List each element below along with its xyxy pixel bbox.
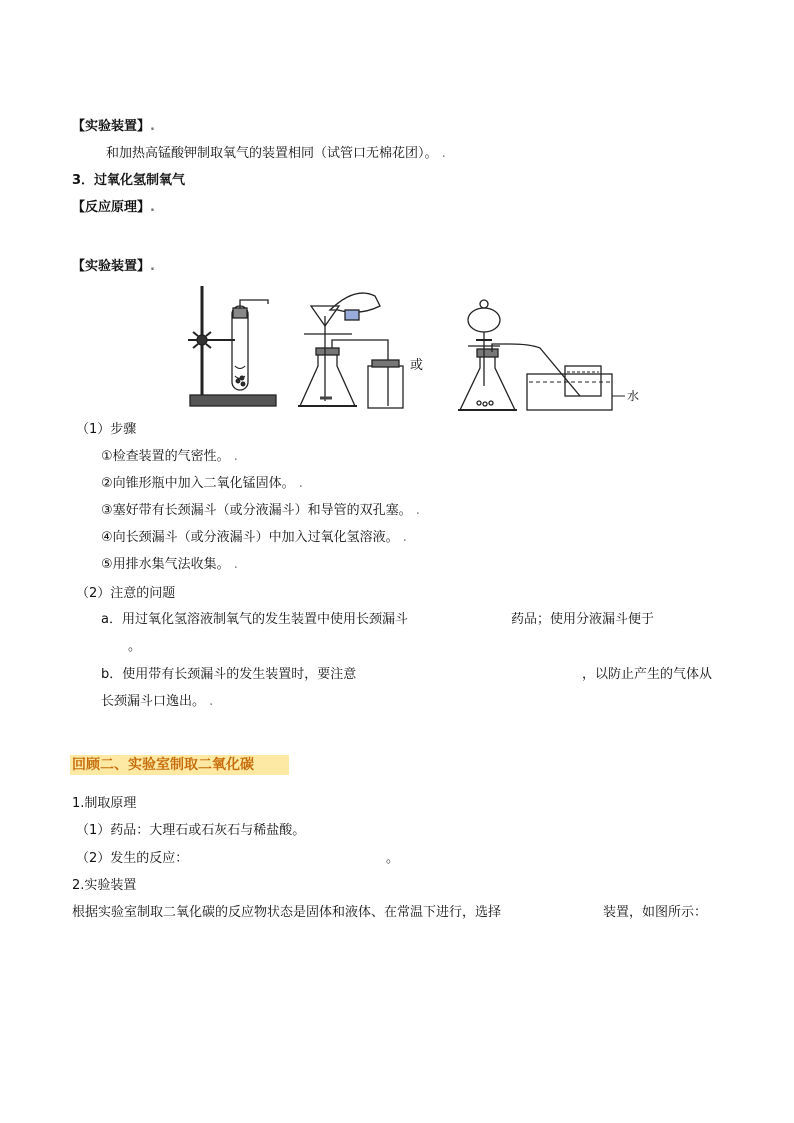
note-b-part1: b．使用带有长颈漏斗的发生装置时，要注意 — [101, 667, 357, 682]
note-b-part2: ，以防止产生的气体从 — [582, 667, 713, 682]
step-3: ③塞好带有长颈漏斗（或分液漏斗）和导管的双孔塞。 . — [101, 503, 420, 518]
co2-reaction-label: （2）发生的反应： — [76, 851, 189, 866]
step-5: ⑤用排水集气法收集。 . — [101, 557, 238, 572]
steps-title: （1）步骤 — [76, 422, 137, 437]
co2-setup-title: 2.实验装置 — [72, 878, 137, 893]
h2o2-title: 3．过氧化氢制氧气 — [72, 173, 186, 188]
flask-with-funnel — [298, 293, 403, 408]
step-1: ①检查装置的气密性。 . — [101, 449, 238, 464]
setup2-label: 【实验装置】. — [72, 259, 155, 274]
iron-stand-test-tube — [188, 286, 276, 406]
note-a-end: 。 — [128, 639, 142, 654]
apparatus-figure — [180, 286, 650, 416]
notes-title: （2）注意的问题 — [76, 586, 176, 601]
co2-principle-title: 1.制取原理 — [72, 796, 137, 811]
co2-reaction-end: 。 — [386, 851, 400, 866]
or-label: 或 — [410, 358, 424, 373]
note-b-part3: 长颈漏斗口逸出。 . — [101, 694, 214, 709]
setup1-label: 【实验装置】. — [72, 119, 155, 134]
principle-label: 【反应原理】. — [72, 200, 155, 215]
co2-setup-part1: 根据实验室制取二氧化碳的反应物状态是固体和液体、在常温下进行，选择 — [72, 905, 502, 920]
step-4: ④向长颈漏斗（或分液漏斗）中加入过氧化氢溶液。 . — [101, 530, 407, 545]
water-label: 水 — [627, 389, 640, 403]
step-2: ②向锥形瓶中加入二氧化锰固体。 . — [101, 476, 303, 491]
note-a-part2: 药品；使用分液漏斗便于 — [511, 612, 655, 627]
separatory-funnel-water-trough — [458, 300, 625, 410]
note-a-part1: a．用过氧化氢溶液制氧气的发生装置中使用长颈漏斗 — [101, 612, 408, 627]
co2-heading: 回顾二、实验室制取二氧化碳 — [70, 755, 289, 775]
setup1-text: 和加热高锰酸钾制取氧气的装置相同（试管口无棉花团）。 . — [106, 146, 446, 161]
co2-drug: （1）药品：大理石或石灰石与稀盐酸。 — [76, 823, 306, 838]
co2-setup-part2: 装置，如图所示： — [603, 905, 708, 920]
